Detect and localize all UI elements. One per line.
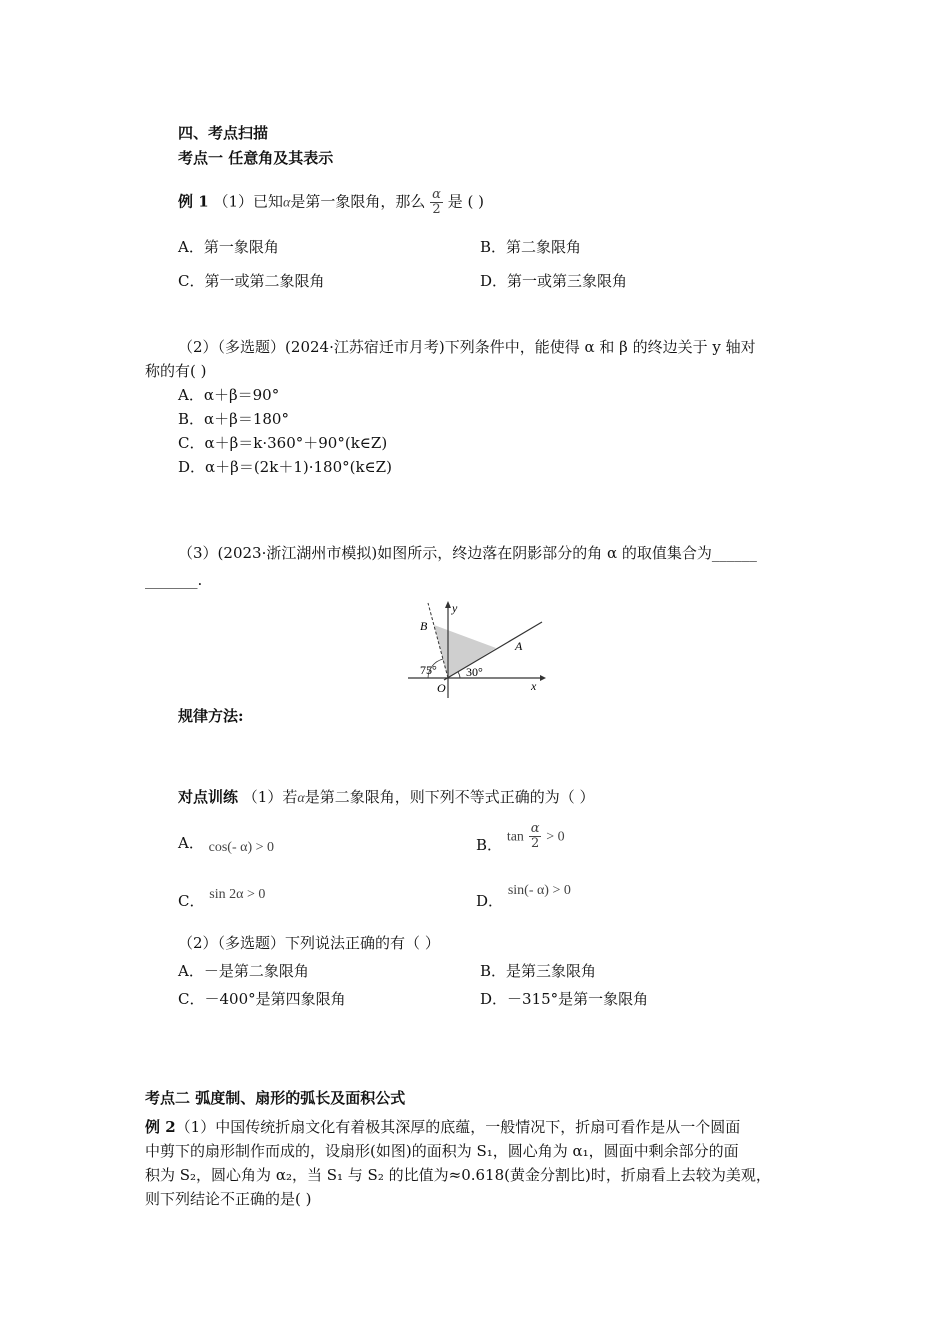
label-b: B [420,619,428,633]
x-axis-arrow [540,675,546,681]
practice-q1-option-a [178,833,274,855]
option-a-expression: cos(- α) > 0 [208,840,275,855]
section-title: 四、考点扫描 [178,124,269,142]
option-b-denominator: 2 [530,836,540,851]
practice-q1-suffix: 是第二象限角，则下列不等式正确的为（ ） [304,788,595,806]
option-d-expression: sin(- α) > 0 [507,883,571,898]
alpha-over-2-fraction [430,188,443,217]
fraction-denominator: 2 [432,202,441,217]
option-b-fraction [529,822,542,851]
angle-arc-30 [458,672,460,678]
topic1-title: 考点一 任意角及其表示 [178,149,334,167]
option-c-expression: sin 2α > 0 [209,887,266,902]
label-o: O [437,681,446,695]
practice-q2-stem: （2）（多选题）下列说法正确的有（ ） [178,934,440,952]
practice-q1-option-c [178,885,266,910]
ex2-line2: 中剪下的扇形制作而成的，设扇形(如图)的面积为 S₁，圆心角为 α₁，圆面中剩余部分的面 [145,1142,739,1160]
ex1-q1-mid: 是第一象限角，那么 [290,192,426,211]
topic2-title: 考点二 弧度制、扇形的弧长及面积公式 [145,1089,406,1107]
ex1-q1-option-b: B．第二象限角 [480,238,582,256]
ex1-q1-suffix: 是 ( ) [447,192,484,211]
option-a-label: A． [178,834,204,852]
ex2-label: 例 2 [145,1118,176,1136]
practice-q2-option-d: D．－315°是第一象限角 [480,990,649,1008]
practice-q1-option-b [476,821,565,854]
ex1-q1-option-d: D．第一或第三象限角 [480,272,628,290]
ex1-q1-option-a: A．第一象限角 [178,238,279,256]
ex2-line4: 则下列结论不正确的是( ) [145,1190,312,1208]
ex2-line1 [145,1117,740,1137]
practice-q1-stem [178,787,594,809]
fraction-numerator: α [432,187,441,202]
label-angle-30: 30° [466,665,483,679]
label-x: x [531,679,537,693]
practice-q1-option-d [476,879,571,910]
label-y: y [452,601,458,615]
angle-region-figure [400,598,550,700]
ex1-q2-stem-line1: （2）（多选题）(2024·江苏宿迁市月考)下列条件中，能使得 α 和 β 的终边关于 y 轴对 [178,338,756,356]
ex1-q2-option-d: D．α＋β＝(2k＋1)·180°(k∈Z) [178,458,392,476]
practice-q1-prefix: （1）若 [242,788,298,806]
practice-label: 对点训练 [178,788,239,806]
ex2-line1-text: （1）中国传统折扇文化有着极其深厚的底蕴，一般情况下，折扇可看作是从一个圆面 [175,1118,741,1136]
label-a: A [515,639,523,653]
option-d-label: D． [476,892,504,910]
ex1-q3-stem-line2: _______. [145,571,203,589]
label-angle-75: 75° [420,663,437,677]
ex1-q2-option-a: A．α＋β＝90° [178,386,280,404]
option-b-func: tan [506,829,524,845]
ex1-q1-alpha: α [283,195,291,211]
ex2-line3: 积为 S₂，圆心角为 α₂，当 S₁ 与 S₂ 的比值为≈0.618(黄金分割比)时，折扇看上去较为美观， [145,1166,771,1184]
ex1-q2-option-c: C．α＋β＝k·360°＋90°(k∈Z) [178,434,388,452]
practice-q1-alpha: α [297,791,305,806]
y-axis-arrow [445,601,451,608]
option-c-label: C． [178,892,205,910]
ex1-q1-option-c: C．第一或第二象限角 [178,272,325,290]
option-b-label: B． [476,835,503,854]
option-b-tail: > 0 [546,829,565,845]
ex1-q3-stem-line1: （3）(2023·浙江湖州市模拟)如图所示，终边落在阴影部分的角 α 的取值集合为______ [178,544,757,562]
practice-q2-option-b: B．是第三象限角 [480,962,597,980]
ex1-q2-option-b: B．α＋β＝180° [178,410,289,428]
practice-q2-option-a: A．－是第二象限角 [178,962,309,980]
ex1-q1-stem [178,188,484,217]
shaded-region [434,625,496,678]
ex1-label: 例 1 [178,192,209,211]
method-label: 规律方法: [178,707,244,725]
ex1-q1-prefix: （1）已知 [213,192,283,211]
practice-q2-option-c: C．－400°是第四象限角 [178,990,346,1008]
ex1-q2-stem-line2: 称的有( ) [145,362,207,380]
option-b-numerator: α [530,821,540,836]
